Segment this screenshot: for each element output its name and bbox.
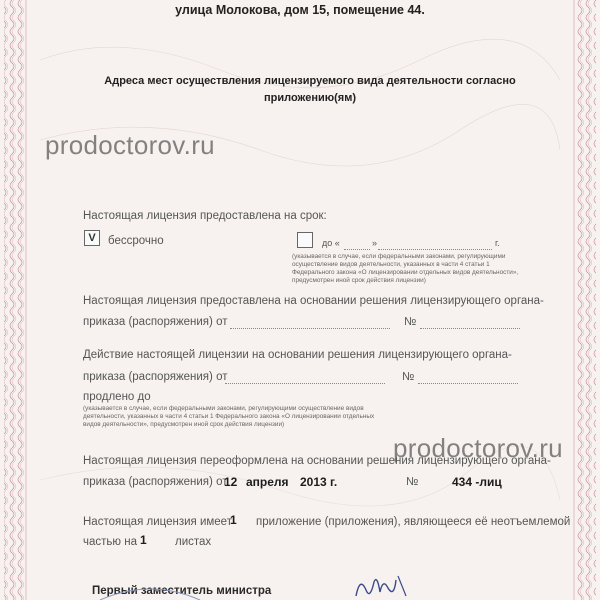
basis-number-field[interactable]: [420, 328, 520, 329]
term-label: Настоящая лицензия предоставлена на срок:: [83, 210, 327, 222]
reissue-year: 2013 г.: [300, 475, 338, 489]
signature: [352, 570, 412, 600]
watermark: prodoctorov.ru: [393, 433, 563, 463]
basis-no-label: №: [404, 316, 417, 328]
extended-until-label: продлено до: [83, 391, 151, 403]
validity-date-field[interactable]: [225, 383, 385, 384]
reissue-month: апреля: [246, 475, 289, 489]
indefinite-label: бессрочно: [108, 235, 164, 247]
stamp-edge: [95, 580, 205, 600]
reissue-line1: Настоящая лицензия переоформлена на основании решения лицензирующего органа-: [83, 455, 551, 467]
validity-number-field[interactable]: [418, 383, 518, 384]
appendix-sheets-count: 1: [140, 533, 147, 547]
indefinite-checkbox[interactable]: V: [84, 230, 100, 246]
until-date-checkbox[interactable]: [297, 232, 313, 248]
appendix-prefix: Настоящая лицензия имеет: [83, 516, 232, 528]
appendix-count: 1: [230, 513, 237, 527]
until-year-suffix: г.: [495, 238, 500, 248]
signatory-title: Первый заместитель министра: [92, 585, 272, 597]
watermark: prodoctorov.ru: [45, 130, 215, 160]
until-day-field[interactable]: [344, 249, 370, 250]
until-mid-quote: »: [372, 238, 378, 248]
addresses-section-title: Адреса мест осуществления лицензируемого вида деятельности согласно приложению(ям): [104, 75, 516, 104]
basis-line1: Настоящая лицензия предоставлена на основании решения лицензирующего органа-: [83, 295, 544, 307]
validity-no-label: №: [402, 371, 415, 383]
appendix-suffix: приложение (приложения), являющееся её неотъемлемой: [256, 516, 571, 528]
appendix-line2-prefix: частью на: [83, 536, 137, 548]
until-month-year-field[interactable]: [378, 249, 492, 250]
address-line: улица Молокова, дом 15, помещение 44.: [175, 3, 425, 17]
basis-date-field[interactable]: [230, 328, 390, 329]
until-label: до «: [322, 238, 340, 248]
validity-line1: Действие настоящей лицензии на основании решения лицензирующего органа-: [83, 349, 512, 361]
appendix-sheets-label: листах: [175, 536, 212, 548]
reissue-day: 12: [224, 475, 238, 489]
basis-line2: приказа (распоряжения) от: [83, 316, 228, 328]
reissue-no-label: №: [406, 476, 419, 488]
validity-note: (указывается в случае, если федеральными законами, регулирующими осуществление видов деятельности, указанных в части 4 статьи 1 Федерального закона «О лицензировании отдельных видов деятельности», предусмотрен иной срок действия лицензии): [83, 405, 375, 428]
until-note: (указывается в случае, если федеральными законами, регулирующими осуществление видов деятельности, указанных в части 4 статьи 1 Федерального закона «О лицензировании отдельных видов деятельности», предусмотрен иной срок действия лицензии): [292, 253, 519, 284]
reissue-line2: приказа (распоряжения) от: [83, 476, 228, 488]
validity-line2: приказа (распоряжения) от: [83, 371, 228, 383]
reissue-number: 434 -лиц: [452, 475, 502, 489]
